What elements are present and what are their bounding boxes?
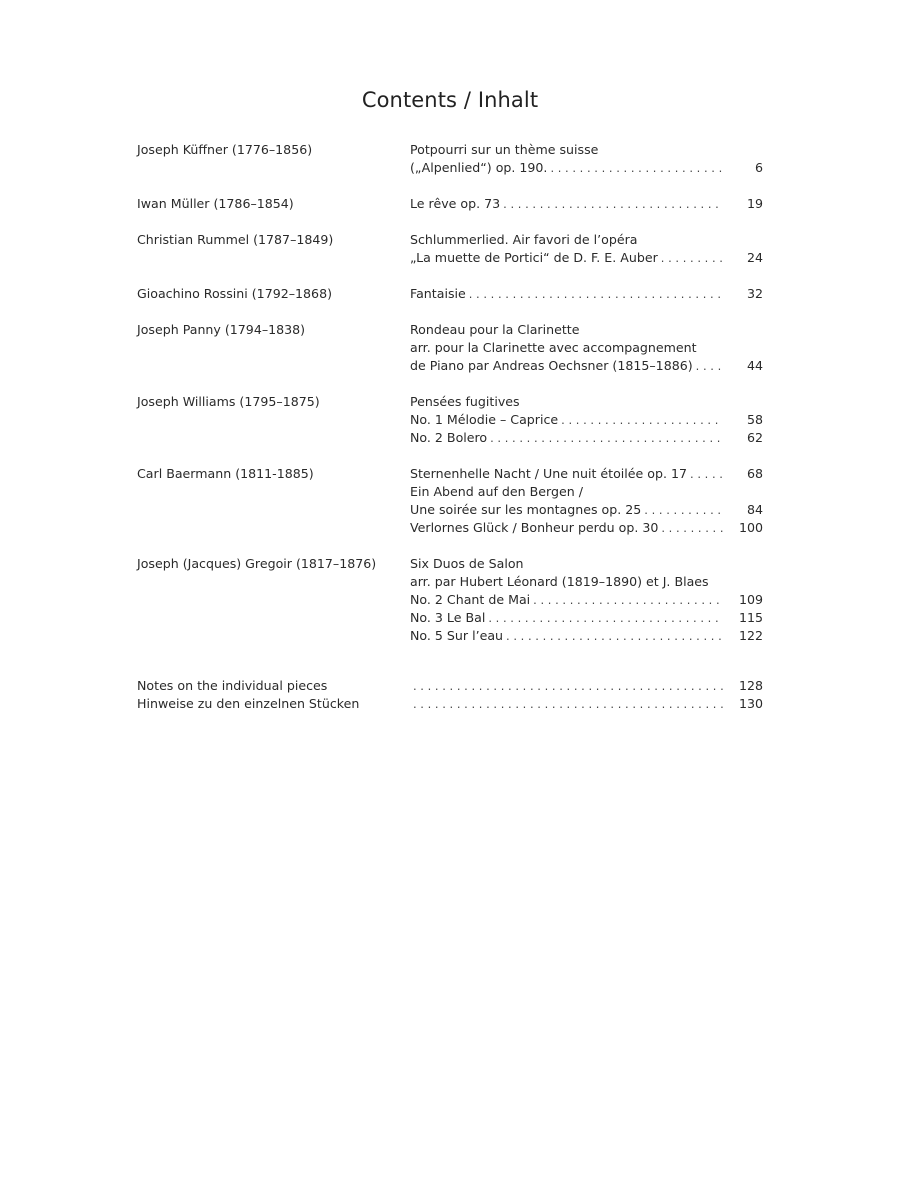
notes-row — [137, 677, 763, 695]
work-line — [410, 195, 763, 213]
page-number: 84 — [746, 502, 763, 517]
leader-dots — [503, 195, 723, 213]
work-line — [410, 465, 763, 483]
leader-dots — [413, 677, 723, 695]
work-list — [410, 231, 763, 267]
work-title: No. 5 Sur l’eau — [410, 628, 504, 643]
toc-entry — [137, 141, 763, 177]
leader-dots — [550, 159, 723, 177]
work-line — [410, 555, 763, 573]
leader-dots — [533, 591, 723, 609]
work-list — [410, 321, 763, 375]
work-line — [410, 591, 763, 609]
work-line — [410, 429, 763, 447]
composer-name: Gioachino Rossini (1792–1868) — [137, 286, 332, 301]
work-title: Ein Abend auf den Bergen / — [410, 484, 583, 499]
work-list — [410, 141, 763, 177]
work-line — [410, 573, 763, 591]
work-title: arr. pour la Clarinette avec accompagnement — [410, 340, 697, 355]
leader-dots — [413, 695, 723, 713]
composer-name: Joseph Williams (1795–1875) — [137, 394, 320, 409]
toc-entry — [137, 555, 763, 645]
composer-name: Iwan Müller (1786–1854) — [137, 196, 294, 211]
work-list — [410, 195, 763, 213]
work-title: No. 2 Bolero — [410, 430, 488, 445]
page-number: 122 — [738, 628, 763, 643]
work-line — [410, 393, 763, 411]
work-list — [410, 393, 763, 447]
toc-entry — [137, 195, 763, 213]
work-title: Schlummerlied. Air favori de l’opéra — [410, 232, 638, 247]
work-line — [410, 483, 763, 501]
toc-entry — [137, 231, 763, 267]
work-title: Pensées fugitives — [410, 394, 520, 409]
work-title: Le rêve op. 73 — [410, 196, 501, 211]
page-number: 19 — [746, 196, 763, 211]
page-number: 128 — [738, 678, 763, 693]
work-title: Potpourri sur un thème suisse — [410, 142, 599, 157]
notes-label: Notes on the individual pieces — [137, 678, 328, 693]
page-number: 109 — [738, 592, 763, 607]
composer-name: Christian Rummel (1787–1849) — [137, 232, 334, 247]
notes-row — [137, 695, 763, 713]
work-line — [410, 249, 763, 267]
page-number: 44 — [746, 358, 763, 373]
composer-name: Joseph (Jacques) Gregoir (1817–1876) — [137, 556, 377, 571]
notes-label: Hinweise zu den einzelnen Stücken — [137, 696, 360, 711]
contents-list — [137, 141, 763, 663]
work-title: „La muette de Portici“ de D. F. E. Auber — [410, 250, 658, 265]
work-title: Une soirée sur les montagnes op. 25 — [410, 502, 642, 517]
work-title: arr. par Hubert Léonard (1819–1890) et J. Blaes — [410, 574, 709, 589]
notes-section — [137, 677, 763, 713]
leader-dots — [506, 627, 723, 645]
leader-dots — [469, 285, 723, 303]
leader-dots — [561, 411, 723, 429]
leader-dots — [644, 501, 723, 519]
work-list — [410, 555, 763, 645]
leader-dots — [690, 465, 723, 483]
toc-entry — [137, 465, 763, 537]
work-line — [410, 411, 763, 429]
work-line — [410, 159, 763, 177]
work-line — [410, 321, 763, 339]
work-title: Sternenhelle Nacht / Une nuit étoilée op. 17 — [410, 466, 688, 481]
work-title: No. 3 Le Bal — [410, 610, 486, 625]
page-number: 100 — [738, 520, 763, 535]
work-line — [410, 141, 763, 159]
leader-dots — [661, 519, 723, 537]
notes-line — [410, 695, 763, 713]
work-line — [410, 627, 763, 645]
page-number: 115 — [738, 610, 763, 625]
leader-dots — [696, 357, 723, 375]
work-line — [410, 501, 763, 519]
work-line — [410, 519, 763, 537]
page-title: Contents / Inhalt — [361, 88, 539, 112]
work-line — [410, 609, 763, 627]
leader-dots — [490, 429, 723, 447]
work-line — [410, 357, 763, 375]
work-list — [410, 285, 763, 303]
page-number: 24 — [746, 250, 763, 265]
leader-dots — [661, 249, 723, 267]
notes-line — [410, 677, 763, 695]
composer-name: Carl Baermann (1811-1885) — [137, 466, 314, 481]
page-number: 68 — [746, 466, 763, 481]
page-number: 130 — [738, 696, 763, 711]
toc-entry — [137, 393, 763, 447]
toc-entry — [137, 285, 763, 303]
work-line — [410, 231, 763, 249]
work-title: Verlornes Glück / Bonheur perdu op. 30 — [410, 520, 659, 535]
work-title: de Piano par Andreas Oechsner (1815–1886) — [410, 358, 693, 373]
toc-entry — [137, 321, 763, 375]
work-title: No. 1 Mélodie – Caprice — [410, 412, 559, 427]
page-number: 62 — [746, 430, 763, 445]
composer-name: Joseph Küffner (1776–1856) — [137, 142, 313, 157]
work-title: („Alpenlied“) op. 190. — [410, 160, 548, 175]
page-number: 6 — [754, 160, 763, 175]
leader-dots — [488, 609, 723, 627]
page-number: 32 — [746, 286, 763, 301]
work-title: Fantaisie — [410, 286, 466, 301]
work-title: Six Duos de Salon — [410, 556, 524, 571]
page-number: 58 — [746, 412, 763, 427]
work-line — [410, 285, 763, 303]
work-title: Rondeau pour la Clarinette — [410, 322, 580, 337]
work-title: No. 2 Chant de Mai — [410, 592, 531, 607]
work-list — [410, 465, 763, 537]
composer-name: Joseph Panny (1794–1838) — [137, 322, 306, 337]
work-line — [410, 339, 763, 357]
